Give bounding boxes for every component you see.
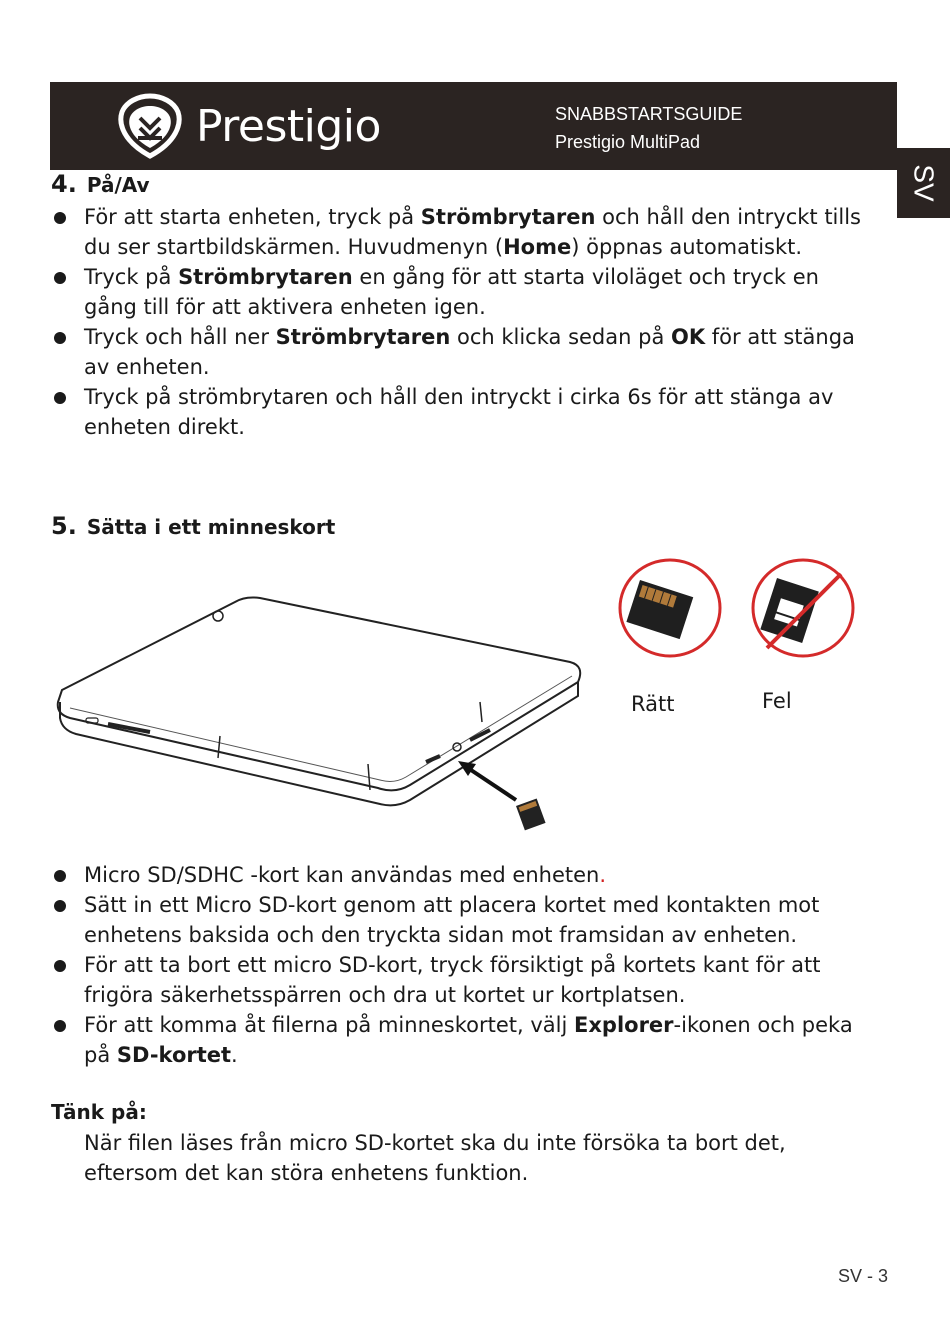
text: ) öppnas automatiskt. [571,235,803,259]
label-wrong: Fel [762,689,792,713]
wrong-sd-card-icon [749,556,857,660]
section-title: Sätta i ett minneskort [86,515,336,539]
label-correct: Rätt [631,692,675,716]
section-5-bullets [51,860,871,1070]
text: För att komma åt filerna på minneskortet, välj [84,1013,575,1037]
text: för att stänga av enheten. [84,325,855,379]
bullet-item [51,262,871,322]
bullet-item [51,1010,871,1070]
correct-micro-sd-card-icon [616,556,724,660]
shield-logo-icon [116,92,184,160]
bold-text: SD-kortet [116,1043,232,1067]
text: För att starta enheten, tryck på [84,205,421,229]
bold-text: Strömbrytaren [420,205,596,229]
text: Tryck på [84,265,179,289]
bullet-item [51,950,871,1010]
text: -ikonen och peka på [84,1013,853,1067]
guide-title: SNABBSTARTSGUIDE [555,104,743,124]
bold-text: OK [670,325,706,349]
guide-header [555,100,742,156]
tablet-sd-insert-illustration [50,590,590,850]
bold-text: Strömbrytaren [275,325,451,349]
text: Tryck på strömbrytaren och håll den intryckt i cirka 6s för att stänga av enheten direkt. [84,385,834,439]
brand-name: Prestigio [196,100,381,152]
bullet-item [51,202,871,262]
section-number: 4. [51,170,77,198]
bullet-item [51,382,871,442]
bold-text: Explorer [574,1013,674,1037]
note-title: Tänk på: [51,1100,147,1124]
bullet-item [51,860,871,890]
page-header [50,82,897,170]
text: Sätt in ett Micro SD-kort genom att placera kortet med kontakten mot enhetens baksida och den tryckta sidan mot framsidan av enheten. [84,893,820,947]
text: . [231,1043,238,1067]
text: en gång för att starta viloläget och tryck en gång till för att aktivera enheten igen. [84,265,819,319]
text: För att ta bort ett micro SD-kort, tryck försiktigt på kortets kant för att frigöra säkerhetsspärren och dra ut kortet ur kortplatsen. [84,953,821,1007]
text: och håll den intryckt tills du ser startbildskärmen. Huvudmenyn ( [84,205,861,259]
section-title: På/Av [86,173,150,197]
page-number: SV - 3 [838,1266,889,1286]
product-name: Prestigio MultiPad [555,132,701,152]
text: Tryck och håll ner [84,325,276,349]
bold-text: Home [503,235,572,259]
bullet-item [51,322,871,382]
bold-text: Strömbrytaren [178,265,353,289]
section-number: 5. [51,512,77,540]
section-4-heading [51,170,150,198]
language-code: SV [908,164,940,202]
prestigio-logo [116,94,381,158]
section-5-heading [51,512,335,540]
section-4-bullets [51,202,871,442]
language-tab [897,148,950,218]
note-text: När filen läses från micro SD-kortet ska du inte försöka ta bort det, eftersom det kan störa enhetens funktion. [84,1131,786,1185]
text: . [599,863,607,887]
text: Micro SD/SDHC -kort kan användas med enheten [84,863,600,887]
text: och klicka sedan på [450,325,671,349]
bullet-item [51,890,871,950]
